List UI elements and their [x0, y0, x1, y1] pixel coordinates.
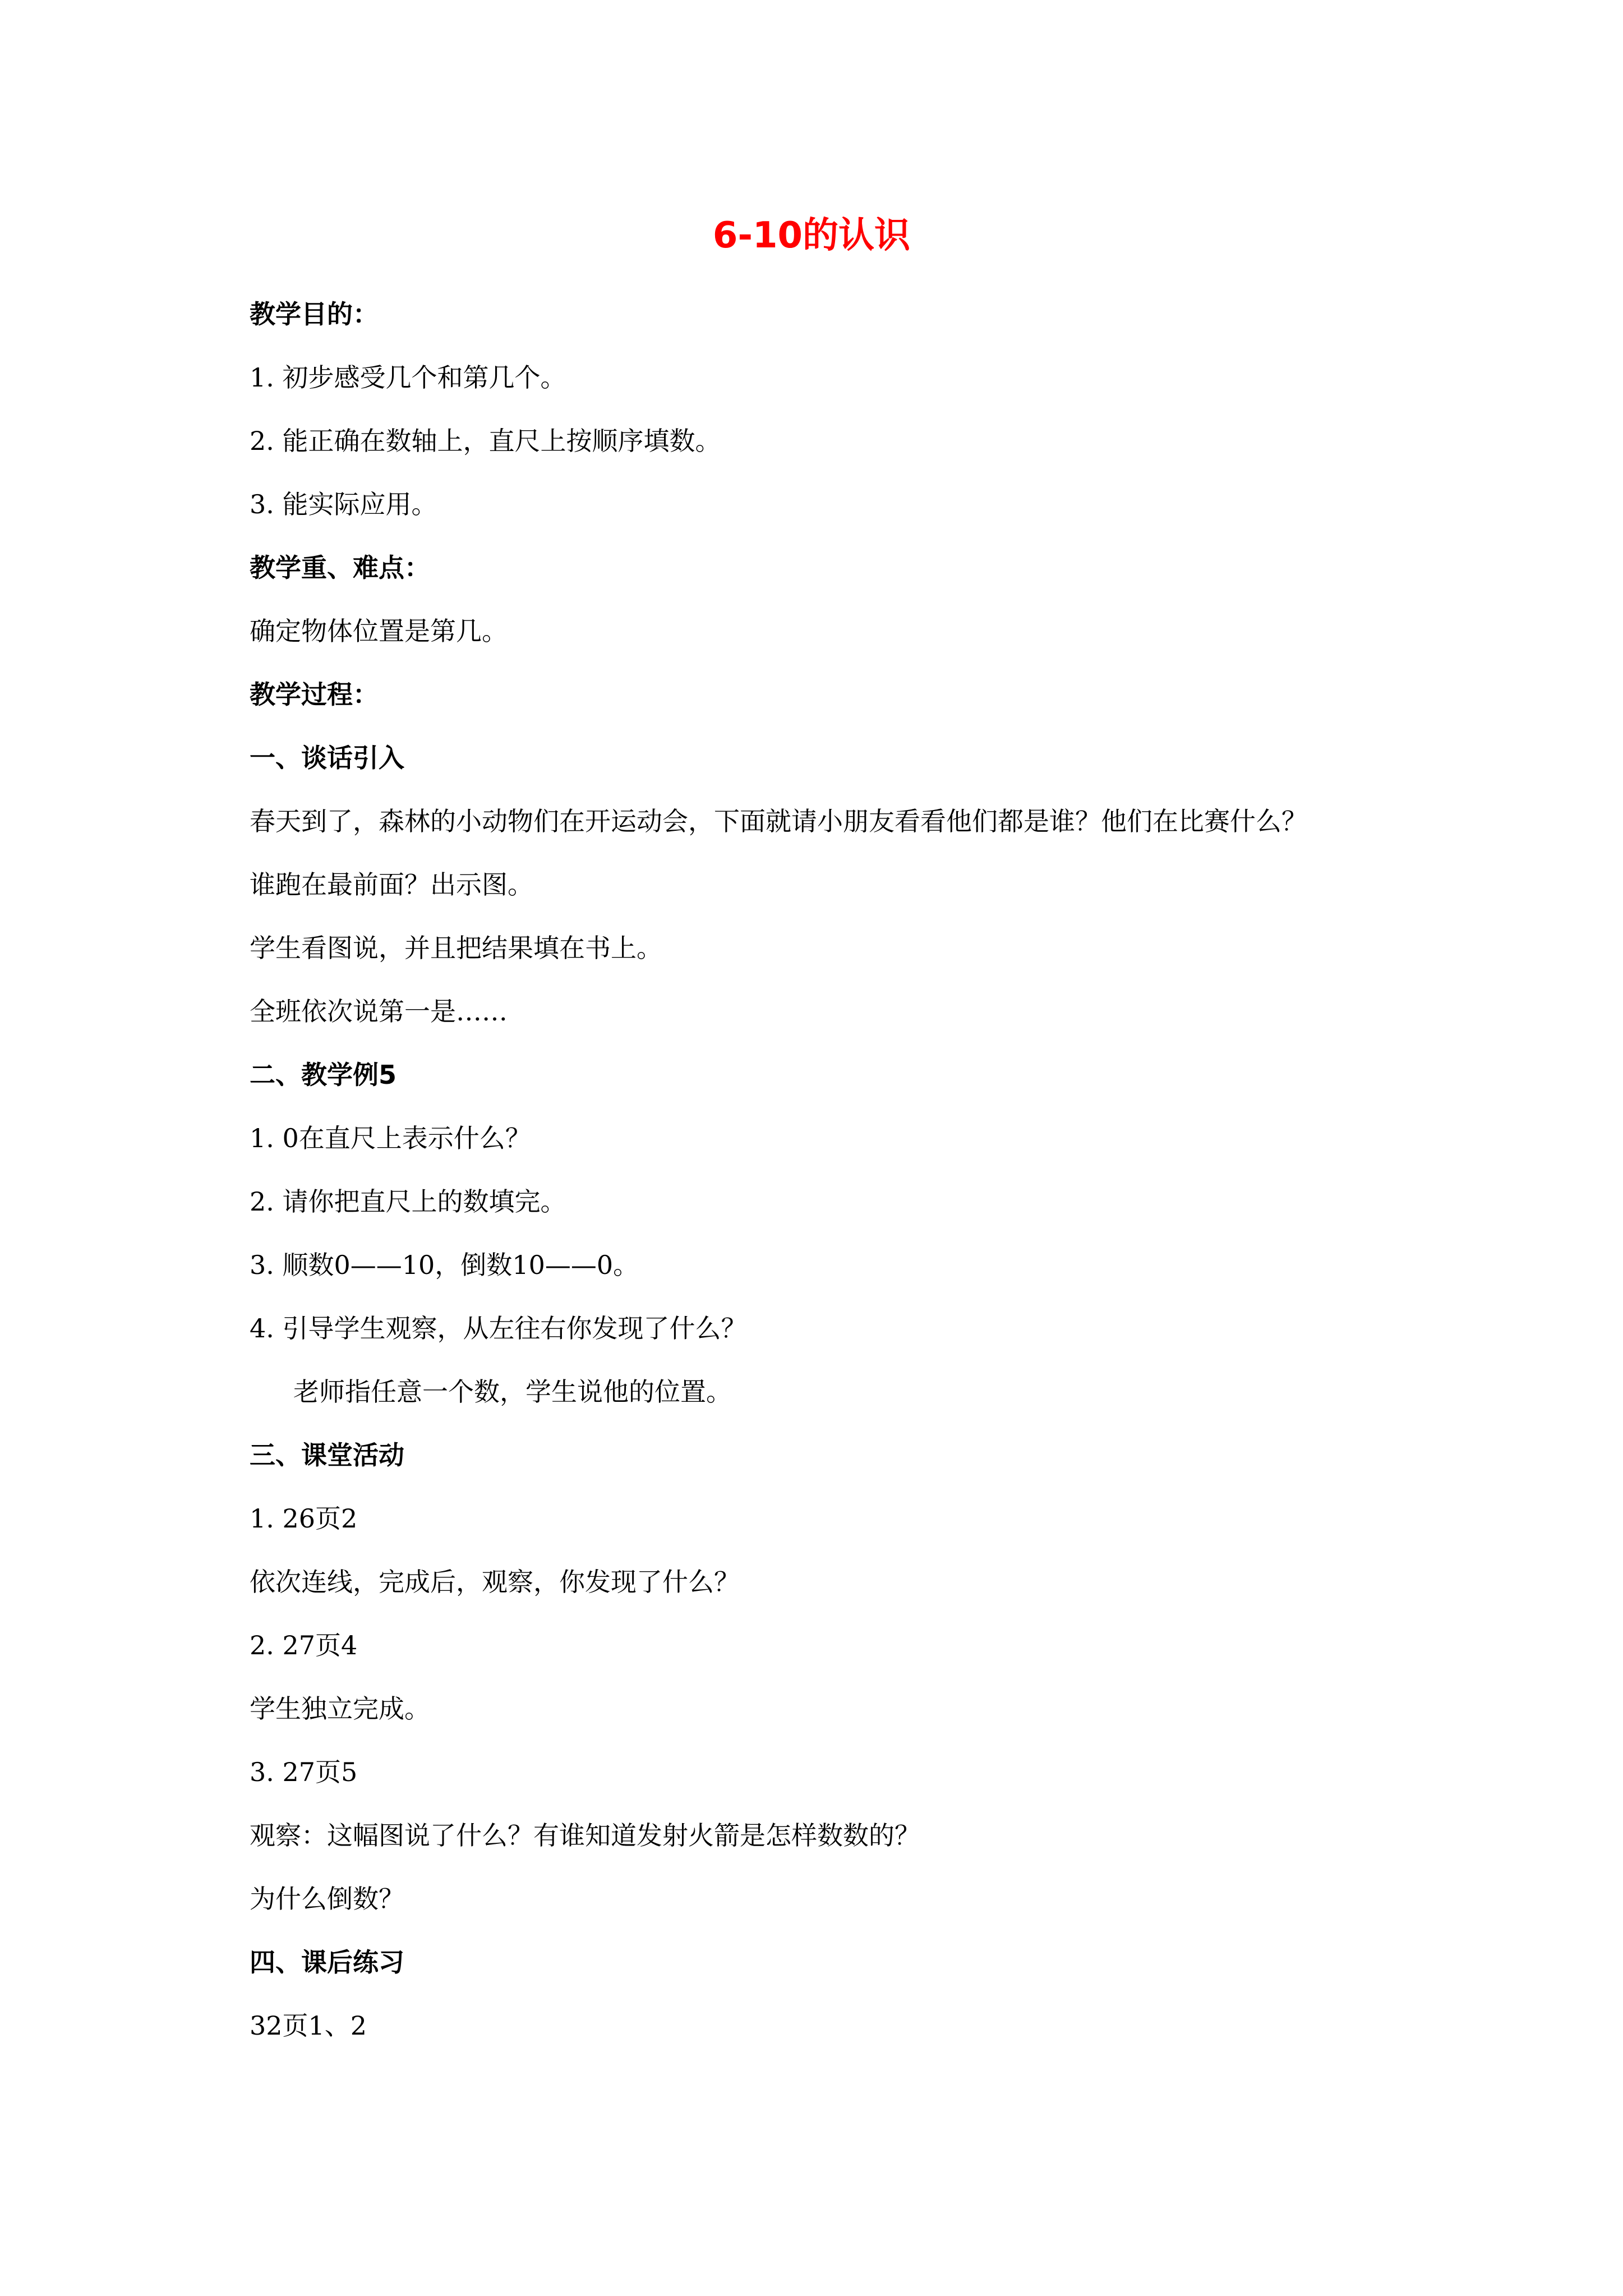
example-item-1: 1. 0在直尺上表示什么？ [250, 1123, 531, 1153]
key-point-text: 确定物体位置是第几。 [250, 616, 508, 646]
section-heading-activities: 三、课堂活动 [250, 1440, 404, 1470]
activity-item-3: 3. 27页5 [250, 1757, 358, 1787]
activity-item-2: 2. 27页4 [250, 1630, 358, 1660]
paragraph-line: 全班依次说第一是…… [250, 996, 508, 1027]
objective-item-3: 3. 能实际应用。 [250, 489, 437, 519]
section-heading-homework: 四、课后练习 [250, 1947, 404, 1977]
section-heading-key-points: 教学重、难点： [250, 553, 430, 583]
paragraph-line: 春天到了，森林的小动物们在开运动会，下面就请小朋友看看他们都是谁？他们在比赛什么？ [250, 806, 1307, 836]
indented-paragraph-line: 老师指任意一个数，学生说他的位置。 [293, 1377, 732, 1407]
paragraph-line: 谁跑在最前面？出示图。 [250, 869, 533, 900]
document-title: 6-10的认识 [712, 215, 911, 256]
section-heading-intro: 一、谈话引入 [250, 743, 404, 773]
example-item-3: 3. 顺数0——10，倒数10——0。 [250, 1250, 639, 1280]
example-item-4: 4. 引导学生观察，从左往右你发现了什么？ [250, 1313, 747, 1343]
section-heading-example: 二、教学例5 [250, 1060, 397, 1090]
homework-text: 32页1、2 [250, 2010, 367, 2041]
section-heading-objectives: 教学目的： [250, 299, 379, 329]
objective-item-1: 1. 初步感受几个和第几个。 [250, 362, 566, 393]
objective-item-2: 2. 能正确在数轴上，直尺上按顺序填数。 [250, 426, 721, 456]
paragraph-line: 学生独立完成。 [250, 1694, 430, 1724]
activity-item-1: 1. 26页2 [250, 1503, 358, 1534]
paragraph-line: 为什么倒数？ [250, 1884, 404, 1914]
paragraph-line: 观察：这幅图说了什么？有谁知道发射火箭是怎样数数的？ [250, 1820, 920, 1851]
section-heading-process: 教学过程： [250, 679, 379, 710]
example-item-2: 2. 请你把直尺上的数填完。 [250, 1186, 566, 1217]
paragraph-line: 依次连线，完成后，观察，你发现了什么？ [250, 1567, 740, 1597]
paragraph-line: 学生看图说，并且把结果填在书上。 [250, 933, 662, 963]
